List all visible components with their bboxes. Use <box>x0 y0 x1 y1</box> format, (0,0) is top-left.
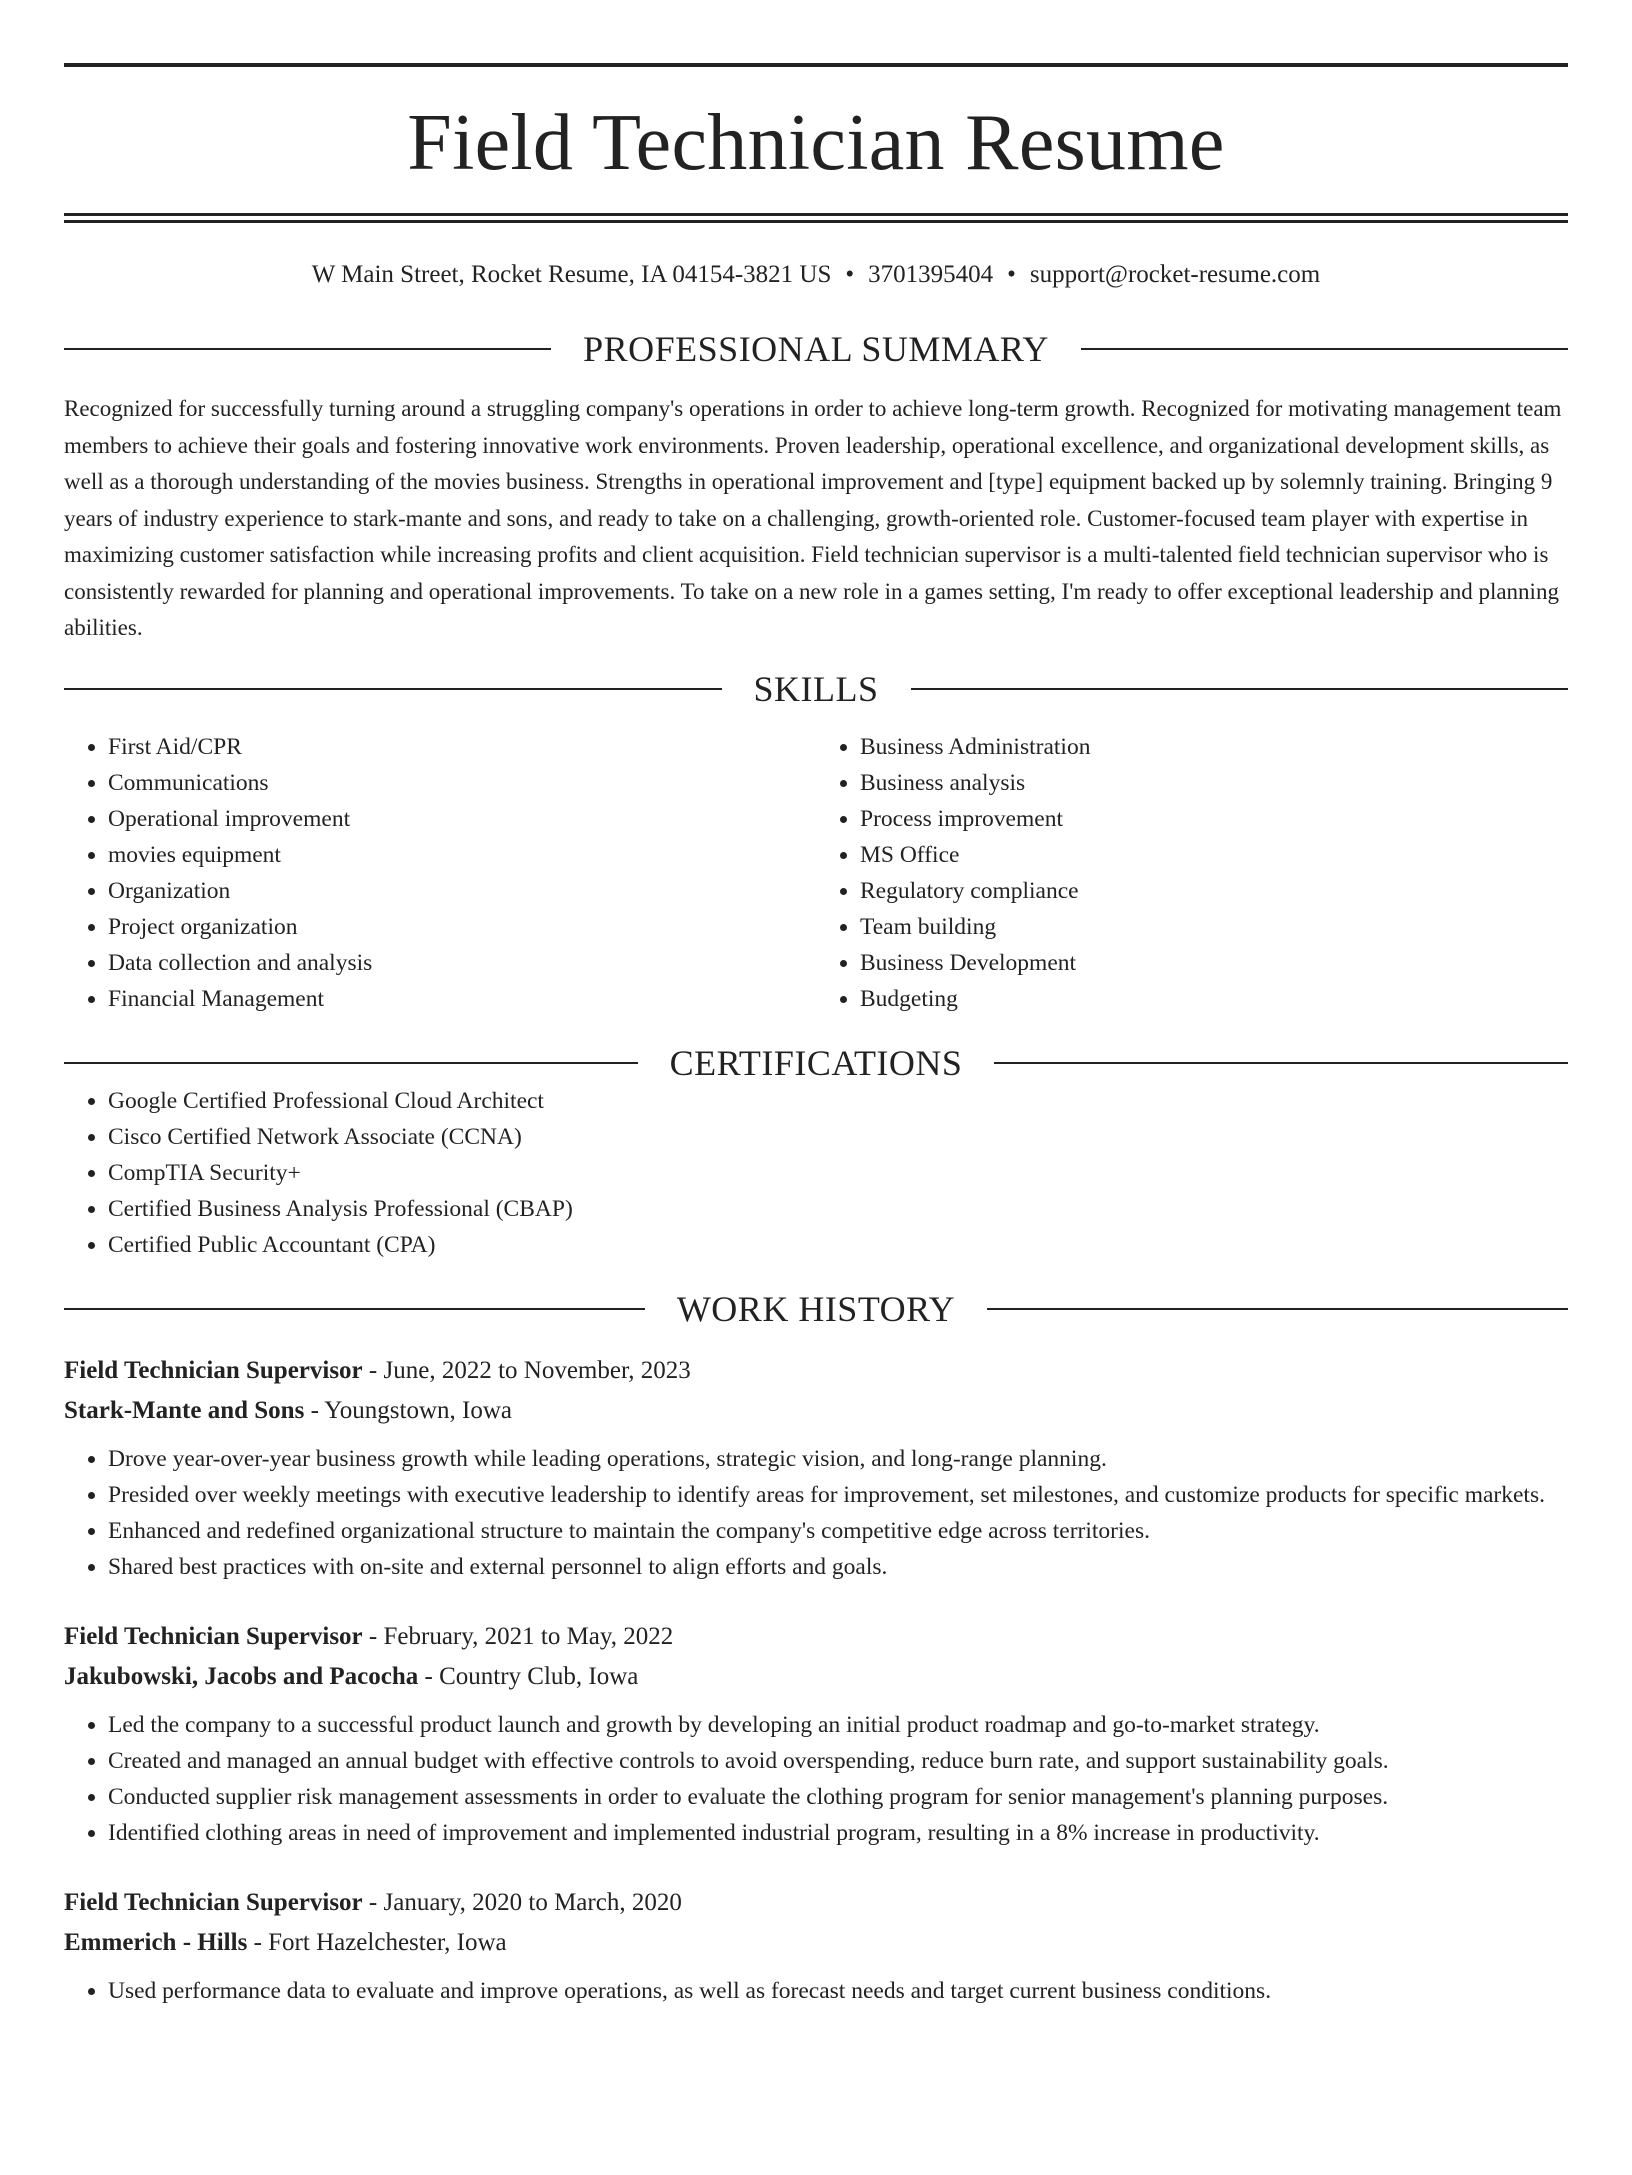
divider <box>64 688 722 690</box>
job-duties-list <box>64 1441 1568 1585</box>
skills-list-right <box>816 729 1568 1017</box>
section-header-certifications <box>64 1043 1568 1083</box>
skill-item: • Communications <box>108 765 816 801</box>
job-duty: • Identified clothing areas in need of improvement and implemented industrial program, resulting in a 8% increase in productivity. <box>108 1815 1568 1851</box>
section-header-skills <box>64 669 1568 709</box>
page-title: Field Technician Resume <box>407 99 1225 187</box>
job-company-line <box>64 1923 1568 1963</box>
contact-address: W Main Street, Rocket Resume, IA 04154-3821 US <box>311 261 832 288</box>
divider <box>64 348 551 350</box>
skills-columns <box>64 729 1568 1017</box>
certifications-list <box>64 1083 1568 1263</box>
job-dates: - June, 2022 to November, 2023 <box>362 1356 691 1384</box>
job-dates: - January, 2020 to March, 2020 <box>362 1888 682 1916</box>
skill-item: • Budgeting <box>860 981 1568 1017</box>
contact-phone: 3701395404 <box>868 261 994 288</box>
section-title: PROFESSIONAL SUMMARY <box>583 329 1049 369</box>
section-header-work-history <box>64 1289 1568 1329</box>
job-company: Emmerich - Hills <box>64 1928 248 1956</box>
certification-item: • Cisco Certified Network Associate (CCNA) <box>108 1119 1568 1155</box>
summary-text: Recognized for successfully turning around a struggling company's operations in order to achieve long-term growth. Recognized for motivating management team members to achieve their goals and fostering innovative work environments. Proven leadership, operational excellence, and organizational development skills, as well as a thorough understanding of the movies business. Strengths in operational improvement and [type] equipment backed up by solemnly training. Bringing 9 years of industry experience to stark-mante and sons, and ready to take on a challenging, growth-oriented role. Customer-focused team player with expertise in maximizing customer satisfaction while increasing profits and client acquisition. Field technician supervisor is a multi-talented field technician supervisor who is consistently rewarded for planning and operational improvements. To take on a new role in a games setting, I'm ready to offer exceptional leadership and planning abilities. <box>64 396 1562 640</box>
skill-item: • MS Office <box>860 837 1568 873</box>
top-rule <box>64 63 1568 67</box>
skill-item: • Data collection and analysis <box>108 945 816 981</box>
job-company-line <box>64 1391 1568 1431</box>
skill-item: • Team building <box>860 909 1568 945</box>
certification-item: • Google Certified Professional Cloud Architect <box>108 1083 1568 1119</box>
skill-item: • Business Administration <box>860 729 1568 765</box>
divider <box>994 1062 1568 1064</box>
skill-item: • Process improvement <box>860 801 1568 837</box>
job-title: Field Technician Supervisor <box>64 1356 363 1384</box>
job-title-line <box>64 1883 1568 1923</box>
contact-email: support@rocket-resume.com <box>1029 261 1321 288</box>
job-entry <box>64 1351 1568 1585</box>
job-entry <box>64 1883 1568 2009</box>
job-duties-list <box>64 1707 1568 1851</box>
divider <box>911 688 1569 690</box>
job-company: Jakubowski, Jacobs and Pacocha <box>64 1662 419 1690</box>
section-title: SKILLS <box>753 668 879 709</box>
resume-page <box>0 63 1632 2175</box>
job-dates: - February, 2021 to May, 2022 <box>362 1622 674 1650</box>
skill-item: • First Aid/CPR <box>108 729 816 765</box>
section-title: WORK HISTORY <box>676 1288 956 1329</box>
skill-item: • Regulatory compliance <box>860 873 1568 909</box>
job-company: Stark-Mante and Sons <box>64 1396 305 1424</box>
divider <box>64 1308 645 1310</box>
job-duty: • Led the company to a successful product launch and growth by developing an initial product roadmap and go-to-market strategy. <box>108 1707 1568 1743</box>
certification-item: • CompTIA Security+ <box>108 1155 1568 1191</box>
skill-item: • Organization <box>108 873 816 909</box>
job-duty: • Presided over weekly meetings with executive leadership to identify areas for improvement, set milestones, and customize products for specific markets. <box>108 1477 1568 1513</box>
job-location: - Fort Hazelchester, Iowa <box>247 1928 507 1956</box>
job-duties-list <box>64 1973 1568 2009</box>
job-duty: • Drove year-over-year business growth while leading operations, strategic vision, and long-range planning. <box>108 1441 1568 1477</box>
skills-list-left <box>64 729 816 1017</box>
section-title: CERTIFICATIONS <box>669 1042 963 1083</box>
skill-item: • Business analysis <box>860 765 1568 801</box>
divider <box>987 1308 1568 1310</box>
job-company-line <box>64 1657 1568 1697</box>
job-location: - Youngstown, Iowa <box>304 1396 512 1424</box>
job-duty: • Used performance data to evaluate and improve operations, as well as forecast needs and target current business conditions. <box>108 1973 1568 2009</box>
section-header-summary <box>64 329 1568 369</box>
job-title: Field Technician Supervisor <box>64 1888 363 1916</box>
divider <box>64 1062 638 1064</box>
job-title-line <box>64 1351 1568 1391</box>
job-title: Field Technician Supervisor <box>64 1622 363 1650</box>
job-location: - Country Club, Iowa <box>418 1662 639 1690</box>
skill-item: • Operational improvement <box>108 801 816 837</box>
skill-item: • Business Development <box>860 945 1568 981</box>
skill-item: • Financial Management <box>108 981 816 1017</box>
certification-item: • Certified Business Analysis Professional (CBAP) <box>108 1191 1568 1227</box>
title-double-rule <box>64 213 1568 223</box>
job-duty: • Enhanced and redefined organizational structure to maintain the company's competitive edge across territories. <box>108 1513 1568 1549</box>
job-duty: • Shared best practices with on-site and external personnel to align efforts and goals. <box>108 1549 1568 1585</box>
contact-separator: • <box>1007 261 1016 288</box>
contact-separator: • <box>845 261 855 288</box>
divider <box>1081 348 1568 350</box>
job-title-line <box>64 1617 1568 1657</box>
job-duty: • Conducted supplier risk management assessments in order to evaluate the clothing program for senior management's planning purposes. <box>108 1779 1568 1815</box>
contact-line <box>64 259 1568 291</box>
skill-item: • movies equipment <box>108 837 816 873</box>
skill-item: • Project organization <box>108 909 816 945</box>
job-duty: • Created and managed an annual budget with effective controls to avoid overspending, reduce burn rate, and support sustainability goals. <box>108 1743 1568 1779</box>
certification-item: • Certified Public Accountant (CPA) <box>108 1227 1568 1263</box>
job-entry <box>64 1617 1568 1851</box>
